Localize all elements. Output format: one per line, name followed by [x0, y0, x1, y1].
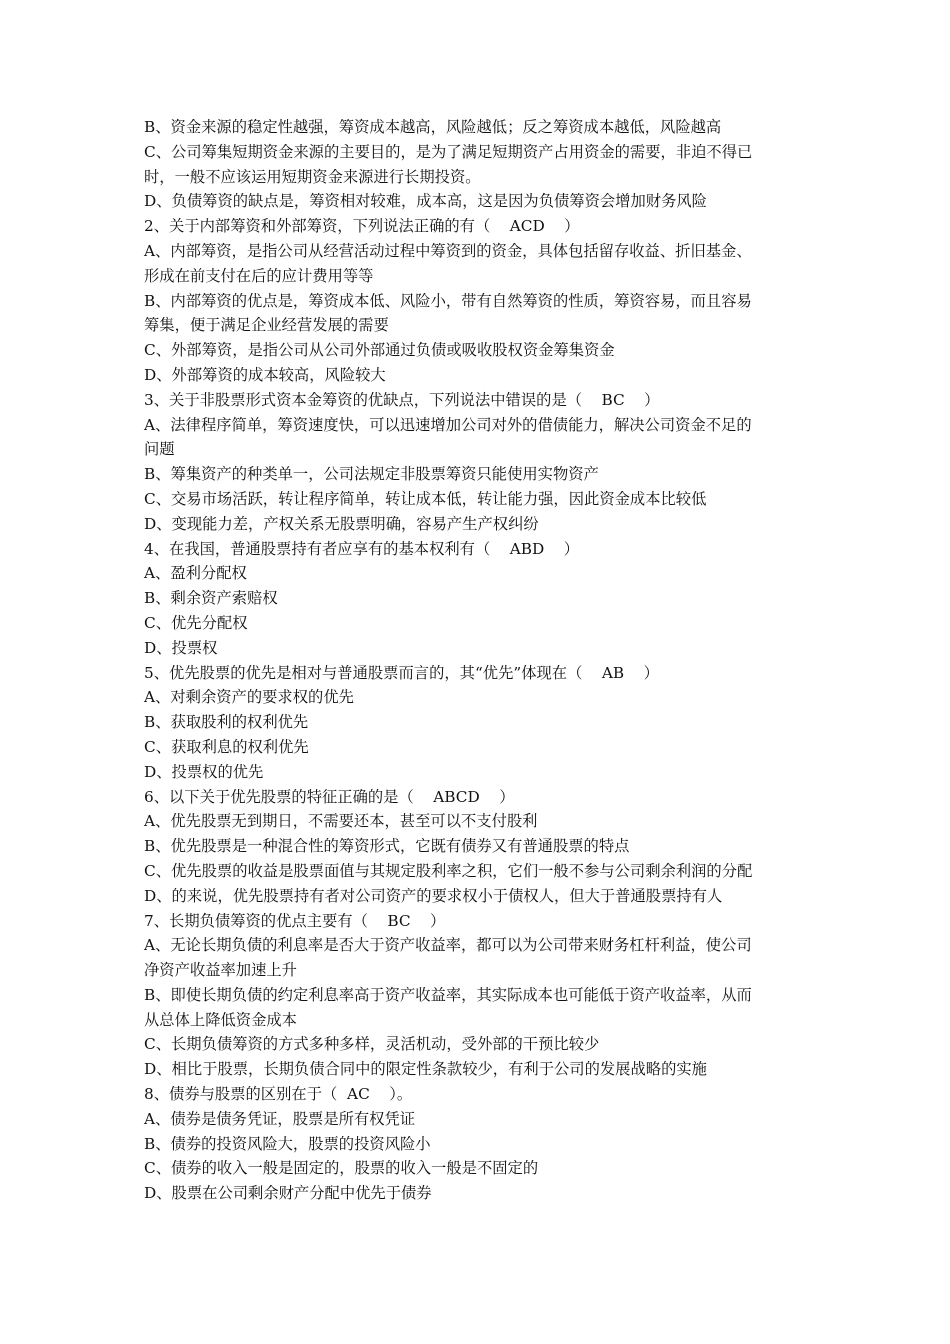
document-body	[144, 115, 810, 1206]
text-line: A、债券是债务凭证，股票是所有权凭证	[144, 1109, 416, 1128]
text-line: 4、在我国，普通股票持有者应享有的基本权利有（ ABD ）	[144, 539, 580, 558]
text-line: C、公司筹集短期资金来源的主要目的，是为了满足短期资产占用资金的需要，非迫不得已	[144, 142, 753, 161]
text-line: B、债券的投资风险大，股票的投资风险小	[144, 1134, 431, 1153]
text-line: D、外部筹资的成本较高，风险较大	[144, 365, 386, 384]
text-line: B、内部筹资的优点是，筹资成本低、风险小，带有自然筹资的性质，筹资容易，而且容易	[144, 291, 752, 310]
text-line: 问题	[144, 440, 175, 459]
text-line: D、投票权	[144, 638, 218, 657]
text-line: C、优先分配权	[144, 613, 248, 632]
text-line: 筹集，便于满足企业经营发展的需要	[144, 316, 389, 335]
text-line: A、对剩余资产的要求权的优先	[144, 688, 354, 707]
text-line: 时，一般不应该运用短期资金来源进行长期投资。	[144, 167, 481, 186]
text-line: C、获取利息的权利优先	[144, 737, 309, 756]
text-line: A、优先股票无到期日，不需要还本，甚至可以不支付股利	[144, 812, 538, 831]
text-line: B、获取股利的权利优先	[144, 713, 309, 732]
text-line: 形成在前支付在后的应计费用等等	[144, 266, 374, 285]
text-line: D、变现能力差，产权关系无股票明确，容易产生产权纠纷	[144, 514, 539, 533]
text-line: B、剩余资产索赔权	[144, 589, 278, 608]
text-line: D、负债筹资的缺点是，筹资相对较难，成本高，这是因为负债筹资会增加财务风险	[144, 192, 707, 211]
text-line: C、债券的收入一般是固定的，股票的收入一般是不固定的	[144, 1159, 539, 1178]
text-line: B、筹集资产的种类单一，公司法规定非股票筹资只能使用实物资产	[144, 465, 599, 484]
text-line: A、法律程序简单，筹资速度快，可以迅速增加公司对外的借债能力，解决公司资金不足的	[144, 415, 752, 434]
text-line: 从总体上降低资金成本	[144, 1010, 297, 1029]
text-line: 6、以下关于优先股票的特征正确的是（ ABCD ）	[144, 787, 515, 806]
text-line: 8、债券与股票的区别在于（ AC ）。	[144, 1085, 413, 1104]
text-line: B、资金来源的稳定性越强，筹资成本越高，风险越低；反之筹资成本越低，风险越高	[144, 118, 722, 136]
text-line: B、优先股票是一种混合性的筹资形式，它既有债券又有普通股票的特点	[144, 837, 630, 856]
text-line: D、投票权的优先	[144, 762, 264, 781]
text-line: C、优先股票的收益是股票面值与其规定股利率之积，它们一般不参与公司剩余利润的分配	[144, 861, 753, 880]
text-line: 3、关于非股票形式资本金筹资的优缺点，下列说法中错误的是（ BC ）	[144, 390, 660, 409]
text-line: 7、长期负债筹资的优点主要有（ BC ）	[144, 911, 446, 930]
text-line: D、相比于股票，长期负债合同中的限定性条款较少，有利于公司的发展战略的实施	[144, 1060, 707, 1079]
text-line: C、长期负债筹资的方式多种多样，灵活机动，受外部的干预比较少	[144, 1035, 600, 1054]
text-line: 2、关于内部筹资和外部筹资，下列说法正确的有（ ACD ）	[144, 217, 580, 236]
text-line: A、无论长期负债的利息率是否大于资产收益率，都可以为公司带来财务杠杆利益，使公司	[144, 936, 752, 955]
text-line: C、外部筹资，是指公司从公司外部通过负债或吸收股权资金筹集资金	[144, 341, 615, 360]
text-line: D、股票在公司剩余财产分配中优先于债券	[144, 1184, 432, 1203]
text-line: A、内部筹资，是指公司从经营活动过程中筹资到的资金，具体包括留存收益、折旧基金、	[144, 241, 752, 260]
text-line: D、的来说，优先股票持有者对公司资产的要求权小于债权人，但大于普通股票持有人	[144, 886, 723, 905]
text-line: B、即使长期负债的约定利息率高于资产收益率，其实际成本也可能低于资产收益率，从而	[144, 985, 752, 1004]
text-line: 净资产收益率加速上升	[144, 961, 297, 980]
text-line: C、交易市场活跃，转让程序简单，转让成本低，转让能力强，因此资金成本比较低	[144, 489, 707, 508]
text-line: A、盈利分配权	[144, 564, 247, 583]
text-line: 5、优先股票的优先是相对与普通股票而言的，其“优先”体现在（ AB ）	[144, 663, 659, 682]
